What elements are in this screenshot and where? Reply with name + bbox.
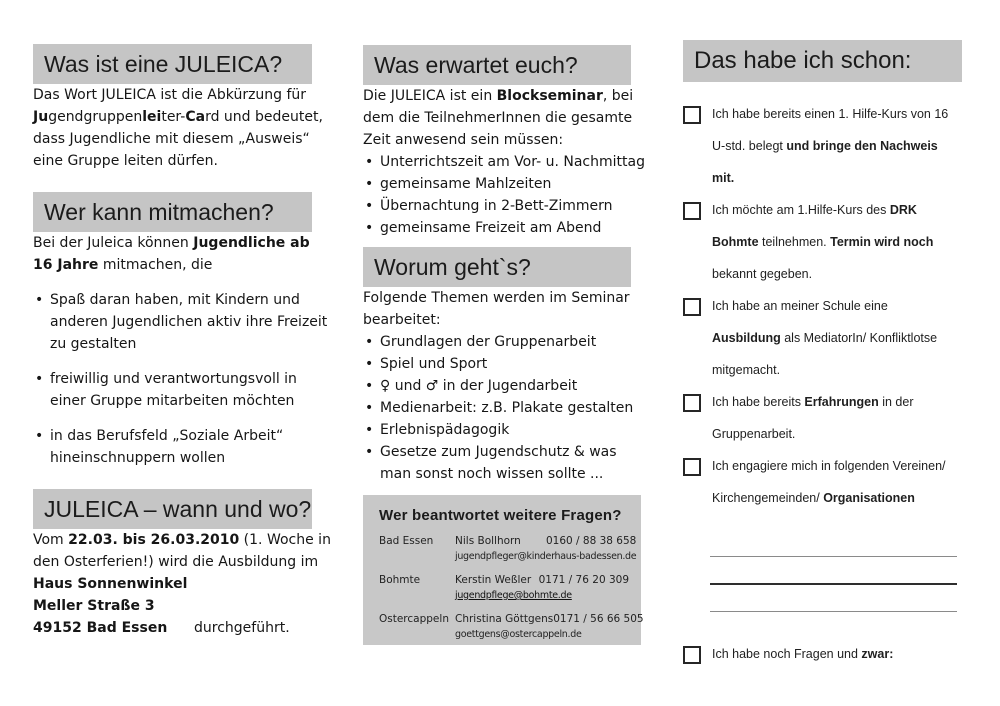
column-right — [683, 40, 965, 670]
contact-phone: 0160 / 88 38 658 — [545, 535, 637, 547]
list-item: • ♀ und ♂ in der Jugendarbeit — [380, 375, 649, 397]
check-item-mediator — [683, 290, 965, 386]
topics-intro: Folgende Themen werden im Seminar bearbeitet: — [363, 290, 630, 328]
list-item: • Gesetze zum Jugendschutz & was man sonst noch wissen sollte ... — [380, 441, 649, 485]
checkbox-label: Ich engagiere mich in folgenden Vereinen/ Kirchengemeinden/ Organisationen — [712, 459, 946, 505]
write-in-lines — [710, 530, 957, 612]
write-in-line — [710, 557, 957, 585]
list-item: • gemeinsame Freizeit am Abend — [380, 217, 649, 239]
checkbox[interactable] — [683, 646, 701, 664]
contact-name: Kerstin Weßler — [455, 574, 532, 586]
section-title-das-habe-ich: Das habe ich schon: — [683, 40, 962, 82]
list-item: • Grundlagen der Gruppenarbeit — [380, 331, 649, 353]
who-bullet-list — [33, 289, 333, 469]
list-item: • gemeinsame Mahlzeiten — [380, 173, 649, 195]
write-in-line — [710, 530, 957, 557]
contact-title: Wer beantwortet weitere Fragen? — [379, 507, 622, 524]
contact-email-link[interactable]: jugendpflege@bohmte.de — [455, 590, 572, 601]
contact-name: Nils Bollhorn — [455, 535, 521, 547]
section-title-worum-gehts: Worum geht`s? — [363, 247, 631, 287]
section-title-wer-kann: Wer kann mitmachen? — [33, 192, 312, 232]
expect-bullet-list — [363, 151, 649, 239]
list-item: • Medienarbeit: z.B. Plakate gestalten — [380, 397, 649, 419]
topics-bullet-list — [363, 331, 649, 485]
section-title-was-ist: Was ist eine JULEICA? — [33, 44, 312, 84]
write-in-line — [710, 585, 957, 612]
check-item-erfahrung — [683, 386, 965, 450]
check-item-vereine — [683, 450, 965, 514]
checkbox[interactable] — [683, 394, 701, 412]
contact-row-ostercappeln — [379, 613, 644, 641]
check-item-drk-kurs — [683, 194, 965, 290]
check-item-fragen — [683, 638, 965, 670]
list-item: • freiwillig und verantwortungsvoll in einer Gruppe mitarbeiten möchten — [50, 368, 333, 412]
what-paragraph: Das Wort JULEICA ist die Abkürzung für Jugendgruppenleiter-Card und bedeutet, dass Jugendliche mit diesem „Ausweis“ eine Gruppe leiten dürfen. — [33, 87, 323, 169]
checkbox-label: Ich habe bereits Erfahrungen in der Gruppenarbeit. — [712, 395, 914, 441]
section-title-was-erwartet: Was erwartet euch? — [363, 45, 631, 85]
section-title-wann-wo: JULEICA – wann und wo? — [33, 489, 312, 529]
list-item: • in das Berufsfeld „Soziale Arbeit“ hineinschnuppern wollen — [50, 425, 333, 469]
contact-row-bad-essen — [379, 535, 637, 563]
checkbox-label: Ich möchte am 1.Hilfe-Kurs des DRK Bohmte teilnehmen. Termin wird noch bekannt gegeben. — [712, 203, 934, 281]
contact-email: goettgens@ostercappeln.de — [455, 629, 582, 640]
contact-email: jugendpfleger@kinderhaus-badessen.de — [455, 551, 637, 562]
contact-name: Christina Göttgens — [455, 613, 554, 625]
checkbox-label: Ich habe an meiner Schule eine Ausbildung als MediatorIn/ Konfliktlotse mitgemacht. — [712, 299, 938, 377]
contact-city: Bad Essen — [379, 535, 434, 547]
contact-phone: 0171 / 76 20 309 — [538, 574, 629, 586]
list-item: • Unterrichtszeit am Vor- u. Nachmittag — [380, 151, 649, 173]
checkbox[interactable] — [683, 298, 701, 316]
column-middle — [363, 45, 649, 645]
contact-city: Ostercappeln — [379, 613, 449, 625]
who-intro: Bei der Juleica können Jugendliche ab 16 Jahre mitmachen, die — [33, 235, 310, 273]
list-item: • Spiel und Sport — [380, 353, 649, 375]
contact-row-bohmte — [379, 574, 629, 602]
contact-phone: 0171 / 56 66 505 — [553, 613, 644, 625]
column-left — [33, 44, 336, 639]
checkbox-label: Ich habe bereits einen 1. Hilfe-Kurs von 16 U-std. belegt und bringe den Nachweis mit. — [712, 107, 949, 185]
list-item: • Übernachtung in 2-Bett-Zimmern — [380, 195, 649, 217]
checkbox[interactable] — [683, 458, 701, 476]
checklist — [683, 98, 965, 670]
checkbox[interactable] — [683, 202, 701, 220]
contact-box — [363, 495, 644, 645]
expect-intro: Die JULEICA ist ein Blockseminar, bei dem die TeilnehmerInnen die gesamte Zeit anwesend sein müssen: — [363, 88, 634, 148]
list-item: • Erlebnispädagogik — [380, 419, 649, 441]
checkbox[interactable] — [683, 106, 701, 124]
check-item-erste-hilfe — [683, 98, 965, 194]
checkbox-label: Ich habe noch Fragen und zwar: — [712, 647, 894, 661]
contact-city: Bohmte — [379, 574, 421, 586]
list-item: • Spaß daran haben, mit Kindern und anderen Jugendlichen aktiv ihre Freizeit zu gestalten — [50, 289, 333, 355]
when-paragraph: Vom 22.03. bis 26.03.2010 (1. Woche in den Osterferien!) wird die Ausbildung im Haus Sonnenwinkel Meller Straße 3 49152 Bad Essen durchgeführt. — [33, 532, 336, 636]
